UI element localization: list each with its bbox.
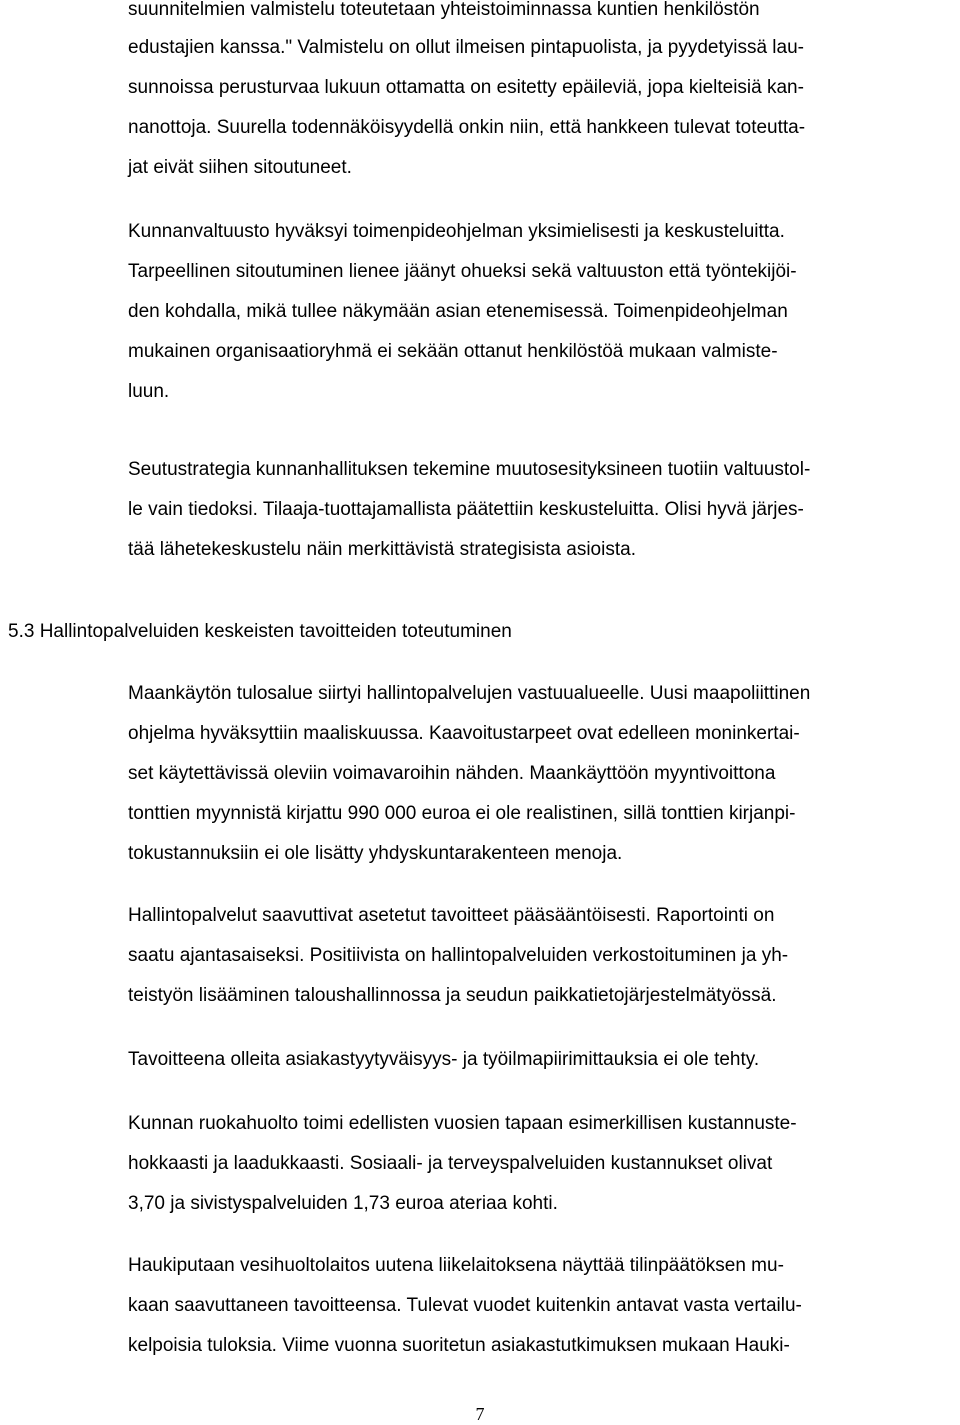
paragraph-1-line-4: nanottoja. Suurella todennäköisyydellä onkin niin, että hankkeen tulevat toteutta-: [128, 117, 806, 138]
paragraph-8-line-1: Haukiputaan vesihuoltolaitos uutena liikelaitoksena näyttää tilinpäätöksen mu-: [128, 1255, 784, 1276]
section-heading: 5.3 Hallintopalveluiden keskeisten tavoitteiden toteutuminen: [8, 621, 512, 642]
paragraph-7-line-3: 3,70 ja sivistyspalveluiden 1,73 euroa ateriaa kohti.: [128, 1193, 558, 1214]
paragraph-4-line-2: ohjelma hyväksyttiin maaliskuussa. Kaavoitustarpeet ovat edelleen moninkertai-: [128, 723, 800, 744]
paragraph-2-line-2: Tarpeellinen sitoutuminen lienee jäänyt ohueksi sekä valtuuston että työntekijöi-: [128, 261, 797, 282]
paragraph-3-line-3: tää lähetekeskustelu näin merkittävistä strategisista asioista.: [128, 539, 636, 560]
paragraph-4-line-5: tokustannuksiin ei ole lisätty yhdyskuntarakenteen menoja.: [128, 843, 623, 864]
paragraph-7-line-1: Kunnan ruokahuolto toimi edellisten vuosien tapaan esimerkillisen kustannuste-: [128, 1113, 797, 1134]
paragraph-6-line-1: Tavoitteena olleita asiakastyytyväisyys- ja työilmapiirimittauksia ei ole tehty.: [128, 1049, 760, 1070]
paragraph-7-line-2: hokkaasti ja laadukkaasti. Sosiaali- ja terveyspalveluiden kustannukset olivat: [128, 1153, 773, 1174]
paragraph-2-line-3: den kohdalla, mikä tullee näkymään asian etenemisessä. Toimenpideohjelman: [128, 301, 788, 322]
paragraph-5-line-1: Hallintopalvelut saavuttivat asetetut tavoitteet pääsääntöisesti. Raportointi on: [128, 905, 775, 926]
paragraph-5-line-2: saatu ajantasaiseksi. Positiivista on hallintopalveluiden verkostoituminen ja yh-: [128, 945, 789, 966]
paragraph-1-line-3: sunnoissa perusturvaa lukuun ottamatta on esitetty epäileviä, jopa kielteisiä kan-: [128, 77, 804, 98]
paragraph-3-line-2: le vain tiedoksi. Tilaaja-tuottajamallista päätettiin keskusteluitta. Olisi hyvä järjes-: [128, 499, 804, 520]
paragraph-4-line-1: Maankäytön tulosalue siirtyi hallintopalvelujen vastuualueelle. Uusi maapoliittinen: [128, 683, 811, 704]
paragraph-4-line-4: tonttien myynnistä kirjattu 990 000 euroa ei ole realistinen, sillä tonttien kirjanpi-: [128, 803, 796, 824]
paragraph-5-line-3: teistyön lisääminen taloushallinnossa ja seudun paikkatietojärjestelmätyössä.: [128, 985, 777, 1006]
paragraph-1-line-2: edustajien kanssa." Valmistelu on ollut ilmeisen pintapuolista, ja pyydetyissä lau-: [128, 37, 804, 58]
page-number: 7: [475, 1404, 485, 1424]
paragraph-2-line-5: luun.: [128, 381, 170, 402]
paragraph-1-line-1: suunnitelmien valmistelu toteutetaan yhteistoiminnassa kuntien henkilöstön: [128, 0, 760, 20]
paragraph-8-line-3: kelpoisia tuloksia. Viime vuonna suoritetun asiakastutkimuksen mukaan Hauki-: [128, 1335, 790, 1356]
paragraph-4-line-3: set käytettävissä oleviin voimavaroihin nähden. Maankäyttöön myyntivoittona: [128, 763, 776, 784]
paragraph-8-line-2: kaan saavuttaneen tavoitteensa. Tulevat vuodet kuitenkin antavat vasta vertailu-: [128, 1295, 802, 1316]
paragraph-2-line-1: Kunnanvaltuusto hyväksyi toimenpideohjelman yksimielisesti ja keskusteluitta.: [128, 221, 785, 242]
paragraph-1-line-5: jat eivät siihen sitoutuneet.: [128, 157, 352, 178]
paragraph-3-line-1: Seutustrategia kunnanhallituksen tekemine muutosesityksineen tuotiin valtuustol-: [128, 459, 811, 480]
paragraph-2-line-4: mukainen organisaatioryhmä ei sekään ottanut henkilöstöä mukaan valmiste-: [128, 341, 778, 362]
